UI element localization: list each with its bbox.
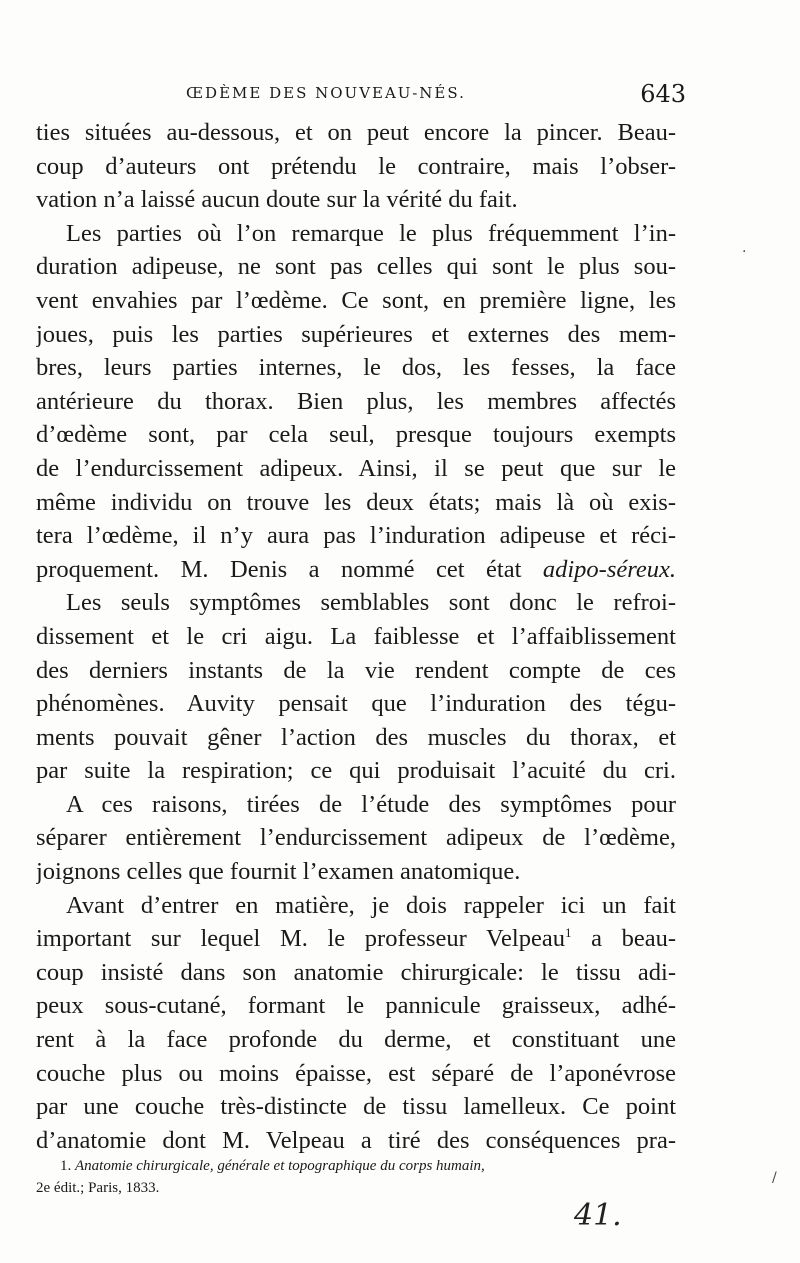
text-line: vent envahies par l’œdème. Ce sont, en première ligne, les (36, 286, 676, 314)
page-number: 643 (640, 80, 686, 108)
text-line: rent à la face profonde du derme, et constituant une (36, 1026, 676, 1054)
footnote-title: Anatomie chirurgicale, générale et topographique du corps humain, (75, 1158, 485, 1174)
text-line: ments pouvait gêner l’action des muscles du thorax, et (36, 723, 676, 751)
text-line: coup d’auteurs ont prétendu le contraire, mais l’obser- (36, 152, 676, 180)
footnote-edition: 2e édit.; Paris, 1833. (36, 1180, 160, 1196)
text-line: coup insisté dans son anatomie chirurgicale: le tissu adi- (36, 958, 676, 986)
signature-mark: 41. (574, 1198, 622, 1233)
running-title: ŒDÈME DES NOUVEAU-NÉS. (186, 84, 466, 102)
text-line: phénomènes. Auvity pensait que l’induration des tégu- (36, 690, 676, 718)
text-line: même individu on trouve les deux états; mais là où exis- (36, 488, 676, 516)
text-line: Les parties où l’on remarque le plus fréquemment l’in- (66, 219, 676, 247)
text-line: antérieure du thorax. Bien plus, les membres affectés (36, 387, 676, 415)
text-line: proquement. M. Denis a nommé cet état adipo-séreux. (36, 555, 676, 583)
text-line: Les seuls symptômes semblables sont donc le refroi- (66, 589, 676, 617)
text-line: dissement et le cri aigu. La faiblesse et l’affaiblissement (36, 622, 676, 650)
text-line: peux sous-cutané, formant le pannicule graisseux, adhé- (36, 992, 676, 1020)
text-line: vation n’a laissé aucun doute sur la vérité du fait. (36, 186, 518, 214)
footnote-ref[interactable]: 1 (564, 925, 572, 941)
text-line: tera l’œdème, il n’y aura pas l’induration adipeuse et réci- (36, 522, 676, 550)
italic-term: adipo-séreux. (542, 555, 676, 583)
text-line: bres, leurs parties internes, le dos, les fesses, la face (36, 354, 676, 382)
text-line: d’anatomie dont M. Velpeau a tiré des conséquences pra- (36, 1126, 676, 1154)
text-line: joignons celles que fournit l’examen anatomique. (36, 858, 521, 886)
footnote (36, 1155, 676, 1199)
text-line: séparer entièrement l’endurcissement adipeux de l’œdème, (36, 824, 676, 852)
text-line: joues, puis les parties supérieures et externes des mem- (36, 320, 676, 348)
text-line: couche plus ou moins épaisse, est séparé de l’aponévrose (36, 1059, 676, 1087)
text-line: par une couche très-distincte de tissu lamelleux. Ce point (36, 1093, 676, 1121)
text-line: par suite la respiration; ce qui produisait l’acuité du cri. (36, 757, 676, 785)
footnote-line (36, 1155, 676, 1177)
margin-speck: / (772, 1170, 777, 1186)
text-line: ties situées au-dessous, et on peut encore la pincer. Beau- (36, 119, 676, 146)
text-line: duration adipeuse, ne sont pas celles qui sont le plus sou- (36, 253, 676, 281)
text-line: de l’endurcissement adipeux. Ainsi, il se peut que sur le (36, 454, 676, 482)
running-head (36, 80, 686, 112)
text-line: des derniers instants de la vie rendent compte de ces (36, 656, 676, 684)
text-line: Avant d’entrer en matière, je dois rappeler ici un fait (66, 891, 676, 919)
text-line: A ces raisons, tirées de l’étude des symptômes pour (66, 790, 676, 818)
margin-speck: . (742, 240, 747, 256)
footnote-marker: 1. (60, 1158, 72, 1174)
body-text (36, 116, 676, 1157)
text-line: d’œdème sont, par cela seul, presque toujours exempts (36, 421, 676, 449)
text-line: important sur lequel M. le professeur Velpeau$^1$ a beau- (36, 925, 676, 953)
